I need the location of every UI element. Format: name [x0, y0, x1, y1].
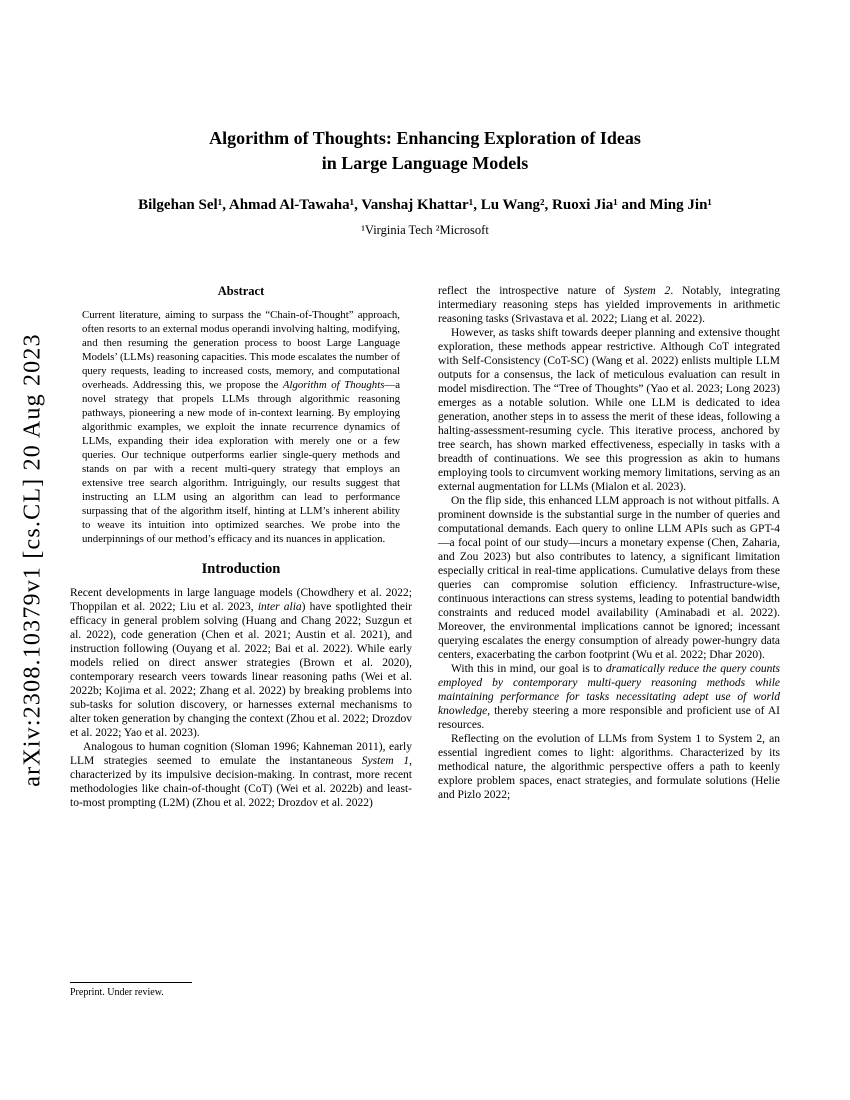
affiliation-line: ¹Virginia Tech ²Microsoft [361, 223, 489, 237]
paper-header [0, 0, 850, 238]
introduction-heading: Introduction [201, 561, 281, 577]
body-paragraph-4: With this in mind, our goal is to dramatically reduce the query counts employed by contemporary multi-query reasoning methods while maintaining performance for tasks necessitating adept use of world knowledge, thereby steering a more responsible and proficient use of AI resources. [438, 663, 780, 731]
body-paragraph-5: Reflecting on the evolution of LLMs from System 1 to System 2, an essential ingredient comes to light: algorithms. Characterized by its methodical nature, the algorithmic perspective offers a path to keenly explore problem spaces, enact strategies, and formulate solutions (Helie and Pizlo 2022; [438, 733, 780, 801]
arxiv-stamp-text: arXiv:2308.10379v1 [cs.CL] 20 Aug 2023 [19, 333, 46, 787]
footnote-rule [70, 982, 192, 983]
body-paragraph-1: reflect the introspective nature of System 2. Notably, integrating intermediary reasoning steps has yielded improvements in arithmetic reasoning tasks (Srivastava et al. 2022; Liang et al. 2022). [438, 285, 781, 325]
title-line-2: in Large Language Models [321, 153, 529, 173]
footnote [70, 982, 412, 998]
author-line: Bilgehan Sel¹, Ahmad Al-Tawaha¹, Vanshaj Khattar¹, Lu Wang², Ruoxi Jia¹ and Ming Jin¹ [138, 197, 712, 213]
intro-paragraph-1: Recent developments in large language models (Chowdhery et al. 2022; Thoppilan et al. 2022; Liu et al. 2023, inter alia) have spotlighted their efficacy in general problem solving (Huang and Chang 2022; Suzgun et al. 2022), code generation (Chen et al. 2021; Austin et al. 2021), and instruction following (Ouyang et al. 2022; Bai et al. 2022). While early models relied on direct answer strategies (Brown et al. 2020), contemporary research veers towards linear reasoning paths (Wei et al. 2022b; Kojima et al. 2022; Zhang et al. 2022) by breaking problems into sub-tasks for solution discovery, or harnesses external mechanisms to alter token generation by changing the context (Zhou et al. 2022; Drozdov et al. 2022; Yao et al. 2023). [70, 587, 412, 739]
body-paragraph-3: On the flip side, this enhanced LLM approach is not without pitfalls. A prominent downside is the substantial surge in the number of queries and computational demands. Each query to online LLM APIs such as GPT-4—a focal point of our study—incurs a monetary expense (Chen, Zaharia, and Zou 2023) but also contributes to latency, a significant limitation especially critical in real-time applications. Cumulative delays from these queries can compromise solution efficiency. Infrastructure-wise, continuous interactions can stress systems, leading to potential bandwidth constraints and reduced model availability (Aminabadi et al. 2022). Moreover, the environmental implications cannot be ignored; incessant querying escalates the energy consumption of already power-hungry data centers, exacerbating the carbon footprint (Wu et al. 2022; Dhar 2020). [438, 495, 780, 661]
right-column [438, 284, 780, 998]
abstract-heading: Abstract [217, 284, 265, 298]
body-paragraph-2: However, as tasks shift towards deeper planning and extensive thought exploration, these methods appear restrictive. Although CoT integrated with Self-Consistency (CoT-SC) (Wang et al. 2022) enlists multiple LLM outputs for a consensus, the lack of meticulous evaluation can result in model misdirection. The “Tree of Thoughts” (Yao et al. 2023; Long 2023) emerges as a notable solution. While one LLM is dedicated to idea generation, another steps in to assess the merit of these ideas, following a halting-assessment-resuming cycle. This iterative process, anchored by tree search, has shown marked effectiveness, especially in tasks with a breadth of continuations. We see this progression as akin to humans employing tools to circumvent working memory limitations, serving as an external augmentation for LLMs (Mialon et al. 2023). [438, 327, 780, 493]
left-column [70, 284, 412, 998]
abstract-text: Current literature, aiming to surpass the “Chain-of-Thought” approach, often resorts to an external modus operandi involving halting, modifying, and then resuming the generation process to boost Large Language Models’ (LLMs) reasoning capacities. This mode escalates the number of query requests, leading to increased costs, memory, and computational overheads. Addressing this, we propose the Algorithm of Thoughts—a novel strategy that propels LLMs through algorithmic reasoning pathways, pioneering a new mode of in-context learning. By employing algorithmic examples, we exploit the innate recurrence dynamics of LLMs, expanding their idea exploration with merely one or a few queries. Our technique outperforms earlier single-query methods and stands on par with a recent multi-query strategy that employs an extensive tree search algorithm. Intriguingly, our results suggest that instructing an LLM using an algorithm can lead to performance surpassing that of the algorithm itself, hinting at LLM’s inherent ability to weave its intuition into optimized searches. We probe into the underpinnings of our method’s efficacy and its nuances in application. [82, 309, 400, 545]
arxiv-stamp [20, 333, 47, 787]
footnote-text: Preprint. Under review. [70, 987, 164, 998]
title-line-1: Algorithm of Thoughts: Enhancing Exploration of Ideas [209, 128, 641, 148]
intro-paragraph-2: Analogous to human cognition (Sloman 1996; Kahneman 2011), early LLM strategies seemed to emulate the instantaneous System 1, characterized by its impulsive decision-making. In contrast, more recent methodologies like chain-of-thought (CoT) (Wei et al. 2022b) and least-to-most prompting (L2M) (Zhou et al. 2022; Drozdov et al. 2022) [70, 741, 412, 809]
paper-title [0, 126, 850, 176]
two-column-body [0, 284, 850, 998]
